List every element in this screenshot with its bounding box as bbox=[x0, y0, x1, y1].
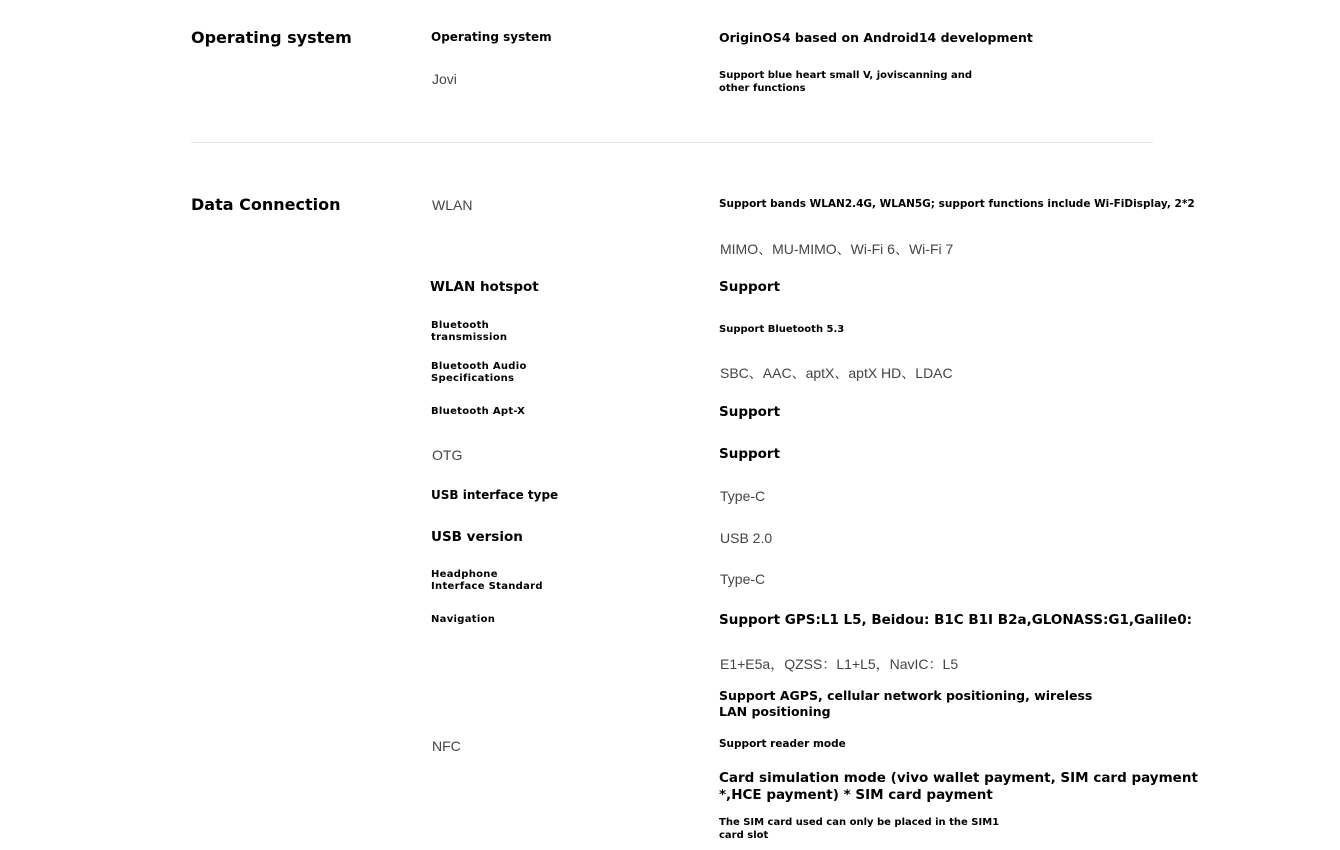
spec-label-bluetooth-aptx: Bluetooth Apt-X bbox=[431, 406, 526, 417]
spec-value-bluetooth-aptx: Support bbox=[719, 404, 781, 420]
spec-label-operating-system: Operating system bbox=[431, 30, 552, 44]
section-title-operating-system: Operating system bbox=[191, 28, 352, 47]
spec-value-otg: Support bbox=[719, 446, 781, 462]
spec-value-usb-version: USB 2.0 bbox=[720, 530, 773, 546]
section-title-data-connection: Data Connection bbox=[191, 195, 341, 214]
spec-value-navigation-assist: Support AGPS, cellular network positioning, wireless LAN positioning bbox=[719, 688, 1093, 719]
section-divider bbox=[191, 142, 1153, 143]
spec-value-nfc-card-simulation: Card simulation mode (vivo wallet payment, SIM card payment *,HCE payment) * SIM card payment bbox=[719, 770, 1198, 803]
spec-label-otg: OTG bbox=[432, 447, 463, 463]
spec-value-jovi: Support blue heart small V, joviscanning and other functions bbox=[719, 70, 973, 94]
spec-value-navigation-systems: E1+E5a，QZSS：L1+L5，NavIC：L5 bbox=[720, 656, 959, 672]
spec-value-nfc-sim-note: The SIM card used can only be placed in the SIM1 card slot bbox=[719, 817, 1000, 841]
spec-label-jovi: Jovi bbox=[432, 71, 457, 87]
spec-label-headphone-interface: Headphone Interface Standard bbox=[431, 569, 543, 592]
spec-value-navigation: Support GPS:L1 L5, Beidou: B1C B1I B2a,GLONASS:G1,Galile0: bbox=[719, 612, 1192, 628]
spec-label-navigation: Navigation bbox=[431, 614, 496, 625]
spec-value-nfc-reader: Support reader mode bbox=[719, 738, 846, 750]
spec-value-usb-interface-type: Type-C bbox=[720, 488, 766, 504]
spec-label-wlan-hotspot: WLAN hotspot bbox=[430, 279, 539, 295]
spec-label-usb-interface-type: USB interface type bbox=[431, 488, 559, 502]
spec-value-headphone-interface: Type-C bbox=[720, 571, 766, 587]
spec-value-bluetooth-audio: SBC、AAC、aptX、aptX HD、LDAC bbox=[720, 365, 953, 381]
spec-label-wlan: WLAN bbox=[432, 197, 473, 213]
spec-value-operating-system: OriginOS4 based on Android14 development bbox=[719, 30, 1033, 45]
spec-label-usb-version: USB version bbox=[431, 529, 523, 545]
spec-label-bluetooth-transmission: Bluetooth transmission bbox=[431, 320, 508, 343]
spec-value-wlan: Support bands WLAN2.4G, WLAN5G; support functions include Wi-FiDisplay, 2*2 bbox=[719, 198, 1195, 210]
spec-value-wlan-standards: MIMO、MU-MIMO、Wi-Fi 6、Wi-Fi 7 bbox=[720, 241, 954, 257]
spec-value-bluetooth-transmission: Support Bluetooth 5.3 bbox=[719, 324, 845, 335]
spec-label-bluetooth-audio: Bluetooth Audio Specifications bbox=[431, 361, 527, 384]
spec-value-wlan-hotspot: Support bbox=[719, 279, 781, 295]
spec-label-nfc: NFC bbox=[432, 738, 461, 754]
